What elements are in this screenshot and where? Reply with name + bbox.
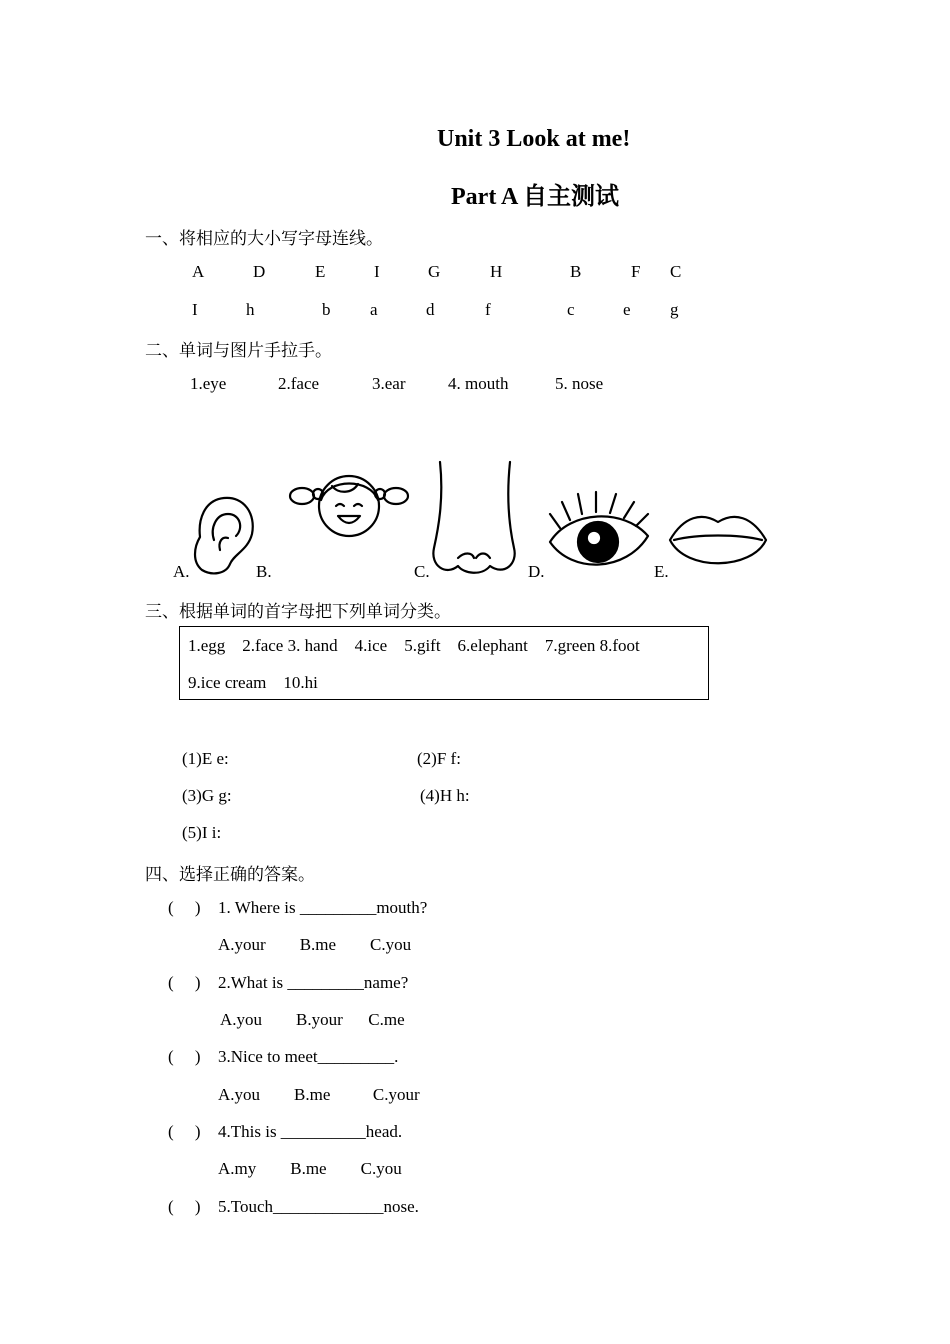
question-options: A.my B.me C.you <box>218 1159 402 1178</box>
letter: h <box>246 300 255 319</box>
letter: B <box>570 262 582 281</box>
ear-icon <box>190 492 260 578</box>
question-options: A.you B.your C.me <box>220 1010 405 1029</box>
question-text: 5.Touch_____________nose. <box>218 1197 419 1216</box>
question-text: 3.Nice to meet_________. <box>218 1047 399 1066</box>
letter: c <box>567 300 575 319</box>
question-text: 4.This is __________head. <box>218 1122 403 1141</box>
question-text: 1. Where is _________mouth? <box>218 898 428 917</box>
answer-bracket: ( ) <box>168 1122 201 1141</box>
category-label: (4)H h: <box>420 786 470 805</box>
mouth-icon <box>668 510 768 576</box>
section3-heading: 三、根据单词的首字母把下列单词分类。 <box>145 602 451 621</box>
letter: C <box>670 262 682 281</box>
letter: a <box>370 300 378 319</box>
girl-face-icon <box>288 466 410 542</box>
letter: e <box>623 300 631 319</box>
question-text: 2.What is _________name? <box>218 973 409 992</box>
category-label: (3)G g: <box>182 786 232 805</box>
nose-icon <box>428 460 520 578</box>
picture-label: E. <box>654 562 669 581</box>
letter: E <box>315 262 326 281</box>
eye-icon <box>546 488 652 576</box>
answer-bracket: ( ) <box>168 898 201 917</box>
page-subtitle: Part A 自主测试 <box>451 184 619 210</box>
page-title: Unit 3 Look at me! <box>437 126 631 152</box>
category-label: (2)F f: <box>417 749 461 768</box>
answer-bracket: ( ) <box>168 1197 201 1216</box>
question-options: A.you B.me C.your <box>218 1085 420 1104</box>
letter: F <box>631 262 641 281</box>
picture-label: B. <box>256 562 272 581</box>
picture-label: D. <box>528 562 545 581</box>
word-box-line2: 9.ice cream 10.hi <box>188 673 318 692</box>
letter: I <box>374 262 380 281</box>
word-item: 5. nose <box>555 374 604 393</box>
letter: d <box>426 300 435 319</box>
picture-label: A. <box>173 562 190 581</box>
picture-label: C. <box>414 562 430 581</box>
category-label: (5)I i: <box>182 823 222 842</box>
letter: D <box>253 262 266 281</box>
letter: A <box>192 262 205 281</box>
word-box-line1: 1.egg 2.face 3. hand 4.ice 5.gift 6.elephant 7.green 8.foot <box>188 636 640 655</box>
word-item: 4. mouth <box>448 374 509 393</box>
letter: G <box>428 262 441 281</box>
letter: f <box>485 300 491 319</box>
section2-heading: 二、单词与图片手拉手。 <box>145 341 332 360</box>
section4-heading: 四、选择正确的答案。 <box>145 865 315 884</box>
letter: I <box>192 300 198 319</box>
answer-bracket: ( ) <box>168 973 201 992</box>
letter: b <box>322 300 331 319</box>
word-item: 2.face <box>278 374 320 393</box>
category-label: (1)E e: <box>182 749 229 768</box>
word-item: 1.eye <box>190 374 227 393</box>
answer-bracket: ( ) <box>168 1047 201 1066</box>
letter: H <box>490 262 503 281</box>
section1-heading: 一、将相应的大小写字母连线。 <box>145 229 383 248</box>
letter: g <box>670 300 679 319</box>
question-options: A.your B.me C.you <box>218 935 412 954</box>
word-item: 3.ear <box>372 374 406 393</box>
